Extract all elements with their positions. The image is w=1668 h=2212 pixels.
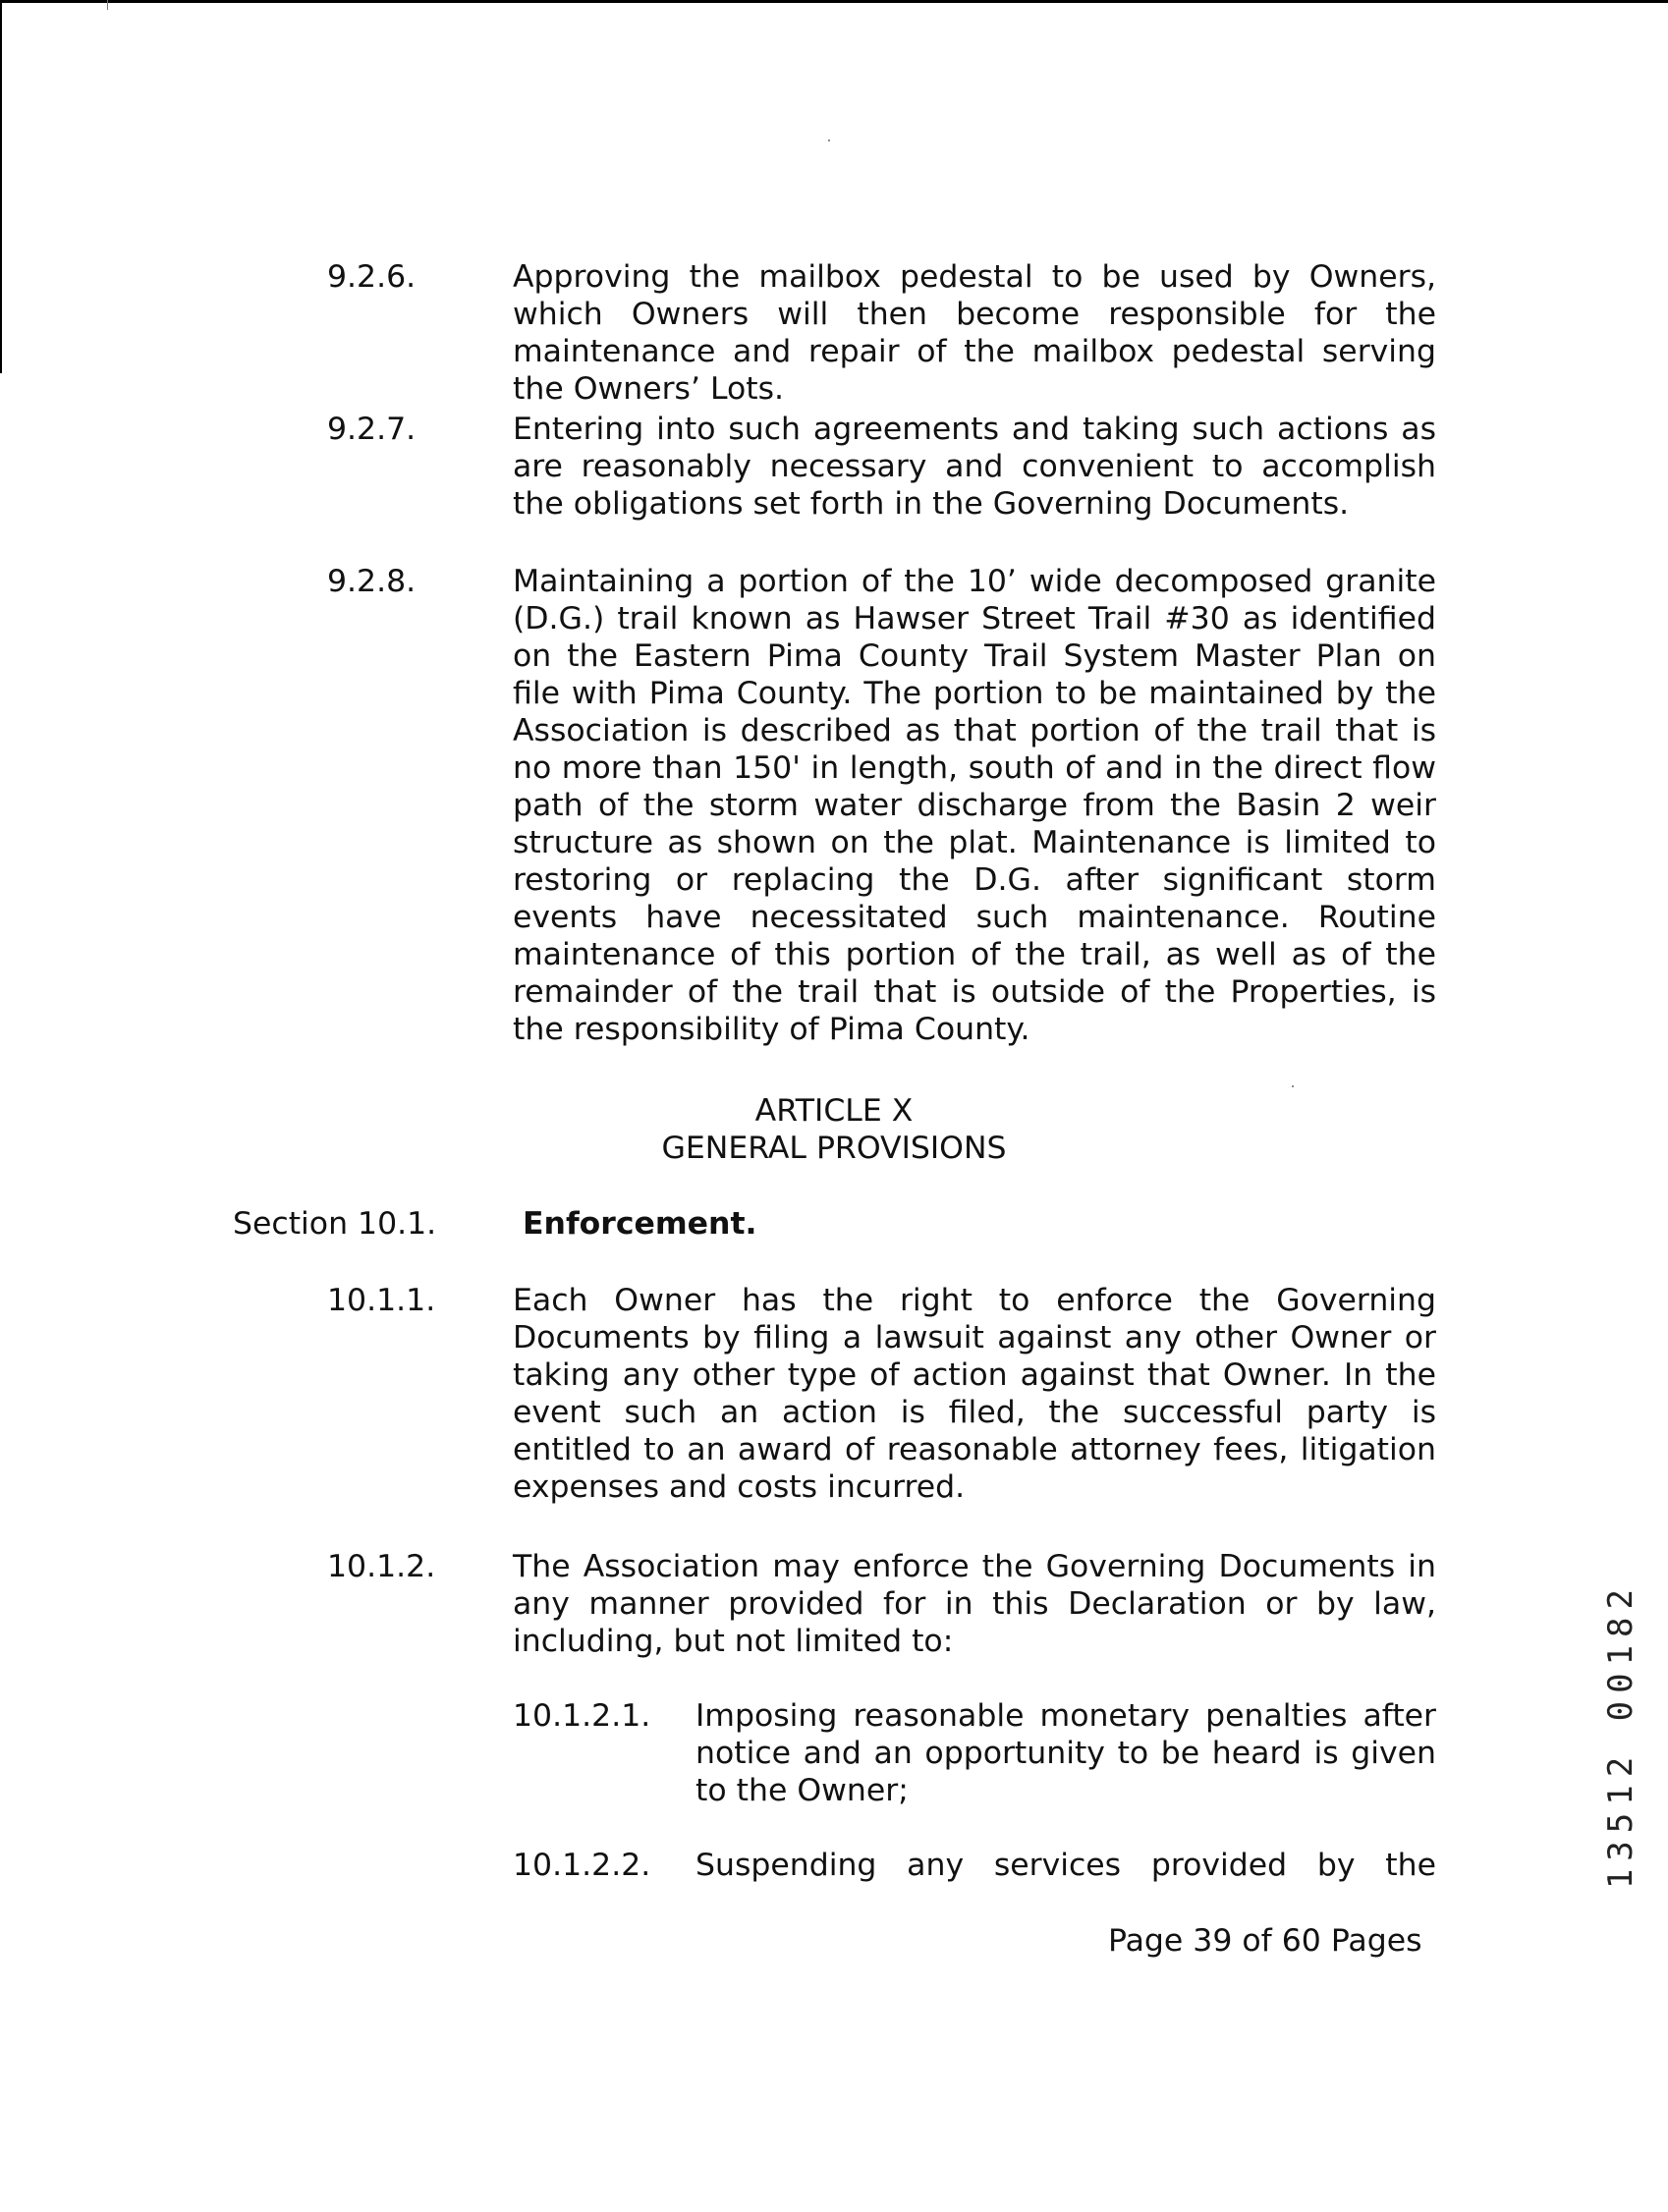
item-number: 9.2.6. <box>327 259 417 295</box>
item-number: 10.1.2. <box>327 1549 436 1584</box>
subitem-text: Imposing reasonable monetary penalties after notice and an opportunity to be heard is given to the Owner; <box>695 1698 1436 1808</box>
subitem-number: 10.1.2.2. <box>513 1848 651 1883</box>
left-scan-edge <box>0 0 2 373</box>
item-number: 9.2.7. <box>327 412 417 447</box>
item-text: The Association may enforce the Governing Documents in any manner provided for in this Declaration or by law, including, but not limited to: <box>513 1549 1436 1659</box>
scan-speck <box>1292 1085 1294 1087</box>
item-number: 10.1.1. <box>327 1283 436 1318</box>
section-label: Section 10.1. <box>233 1206 437 1242</box>
item-text: Entering into such agreements and taking such actions as are reasonably necessary and convenient to accomplish the obligations set forth in the Governing Documents. <box>513 412 1436 522</box>
section-title: Enforcement. <box>523 1206 757 1242</box>
recording-stamp: 13512 00182 <box>1601 1581 1640 1890</box>
page-footer: Page 39 of 60 Pages <box>1108 1923 1422 1959</box>
subitem-number: 10.1.2.1. <box>513 1698 651 1734</box>
subitem-text: Suspending any services provided by the <box>695 1848 1436 1883</box>
item-text: Each Owner has the right to enforce the Governing Documents by filing a lawsuit against any other Owner or taking any other type of action against that Owner. In the event such an action is filed, the successful party is entitled to an award of reasonable attorney fees, litigation expenses and costs incurred. <box>513 1283 1436 1505</box>
scan-tick-mark <box>107 0 108 10</box>
top-scan-edge <box>0 0 1668 3</box>
scan-speck <box>828 139 830 141</box>
article-title: GENERAL PROVISIONS <box>661 1131 1007 1166</box>
article-number: ARTICLE X <box>754 1093 914 1129</box>
item-text: Approving the mailbox pedestal to be used by Owners, which Owners will then become responsible for the maintenance and repair of the mailbox pedestal serving the Owners’ Lots. <box>513 259 1436 407</box>
item-text: Maintaining a portion of the 10’ wide decomposed granite (D.G.) trail known as Hawser Street Trail #30 as identified on the Eastern Pima County Trail System Master Plan on file with Pima County. The portion to be maintained by the Association is described as that portion of the trail that is no more than 150' in length, south of and in the direct flow path of the storm water discharge from the Basin 2 weir structure as shown on the plat. Maintenance is limited to restoring or replacing the D.G. after significant storm events have necessitated such maintenance. Routine maintenance of this portion of the trail, as well as of the remainder of the trail that is outside of the Properties, is the responsibility of Pima County. <box>513 564 1436 1047</box>
item-number: 9.2.8. <box>327 564 417 599</box>
